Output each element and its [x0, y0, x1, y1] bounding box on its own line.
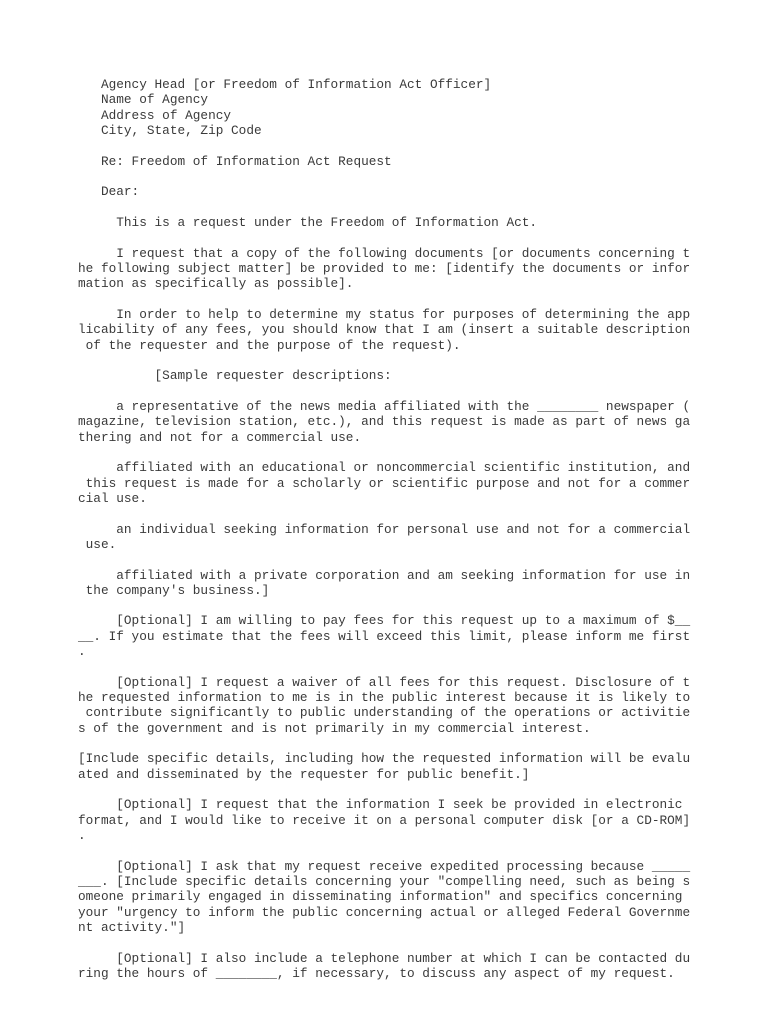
text-line: he requested information to me is in the public interest because it is likely to: [78, 690, 691, 706]
blank-line: [78, 138, 690, 153]
text-line: contribute significantly to public understanding of the operations or activitie: [78, 705, 691, 721]
text-line: of the requester and the purpose of the request).: [78, 337, 461, 353]
blank-line: [78, 384, 690, 399]
blank-line: [78, 292, 690, 307]
foia-request-letter: [78, 77, 690, 981]
text-line: licability of any fees, you should know that I am (insert a suitable description: [78, 322, 691, 338]
text-line: nt activity."]: [78, 920, 186, 936]
text-line: This is a request under the Freedom of Information Act.: [78, 214, 538, 230]
text-line: I request that a copy of the following documents [or documents concerning t: [78, 245, 691, 261]
text-line: a representative of the news media affiliated with the ________ newspaper (: [78, 398, 691, 414]
blank-line: [78, 552, 690, 567]
text-line: ___. [Include specific details concerning your "compelling need, such as being s: [78, 874, 691, 890]
blank-line: [78, 230, 690, 245]
blank-line: [78, 935, 690, 950]
text-line: __. If you estimate that the fees will exceed this limit, please inform me first: [78, 628, 691, 644]
text-line: .: [78, 644, 86, 660]
blank-line: [78, 353, 690, 368]
text-line: mation as specifically as possible].: [78, 276, 354, 292]
text-line: Re: Freedom of Information Act Request: [78, 153, 392, 169]
text-line: s of the government and is not primarily in my commercial interest.: [78, 720, 591, 736]
blank-line: [78, 598, 690, 613]
text-line: [Include specific details, including how the requested information will be evalu: [78, 751, 691, 767]
text-line: ated and disseminated by the requester for public benefit.]: [78, 766, 530, 782]
text-line: thering and not for a commercial use.: [78, 429, 362, 445]
text-line: cial use.: [78, 490, 147, 506]
blank-line: [78, 169, 690, 184]
blank-line: [78, 736, 690, 751]
text-line: omeone primarily engaged in disseminating information" and specifics concerning: [78, 889, 683, 905]
text-line: [Optional] I request a waiver of all fees for this request. Disclosure of t: [78, 674, 691, 690]
text-line: Agency Head [or Freedom of Information Act Officer]: [78, 77, 492, 92]
text-line: Dear:: [78, 184, 140, 200]
text-line: magazine, television station, etc.), and this request is made as part of news ga: [78, 414, 691, 430]
blank-line: [78, 200, 690, 215]
text-line: [Optional] I ask that my request receive expedited processing because _____: [78, 858, 691, 874]
text-line: [Optional] I am willing to pay fees for this request up to a maximum of $__: [78, 613, 691, 629]
text-line: this request is made for a scholarly or scientific purpose and not for a commer: [78, 475, 691, 491]
blank-line: [78, 445, 690, 460]
text-line: Name of Agency: [78, 92, 209, 108]
blank-line: [78, 782, 690, 797]
text-line: ring the hours of ________, if necessary, to discuss any aspect of my request.: [78, 966, 675, 982]
text-line: [Sample requester descriptions:: [78, 368, 392, 384]
blank-line: [78, 659, 690, 674]
text-line: use.: [78, 536, 117, 552]
text-line: [Optional] I request that the information I seek be provided in electronic: [78, 797, 683, 813]
blank-line: [78, 506, 690, 521]
text-line: [Optional] I also include a telephone number at which I can be contacted du: [78, 950, 691, 966]
text-line: the company's business.]: [78, 582, 270, 598]
text-line: format, and I would like to receive it on a personal computer disk [or a CD-ROM]: [78, 812, 691, 828]
text-line: City, State, Zip Code: [78, 122, 262, 138]
blank-line: [78, 843, 690, 858]
text-line: he following subject matter] be provided to me: [identify the documents or infor: [78, 260, 691, 276]
text-line: .: [78, 828, 86, 844]
text-line: your "urgency to inform the public concerning actual or alleged Federal Governme: [78, 904, 691, 920]
text-line: affiliated with an educational or noncommercial scientific institution, and: [78, 460, 691, 476]
text-line: In order to help to determine my status for purposes of determining the app: [78, 306, 691, 322]
text-line: affiliated with a private corporation and am seeking information for use in: [78, 567, 691, 583]
text-line: an individual seeking information for personal use and not for a commercial: [78, 521, 691, 537]
text-line: Address of Agency: [78, 107, 232, 123]
